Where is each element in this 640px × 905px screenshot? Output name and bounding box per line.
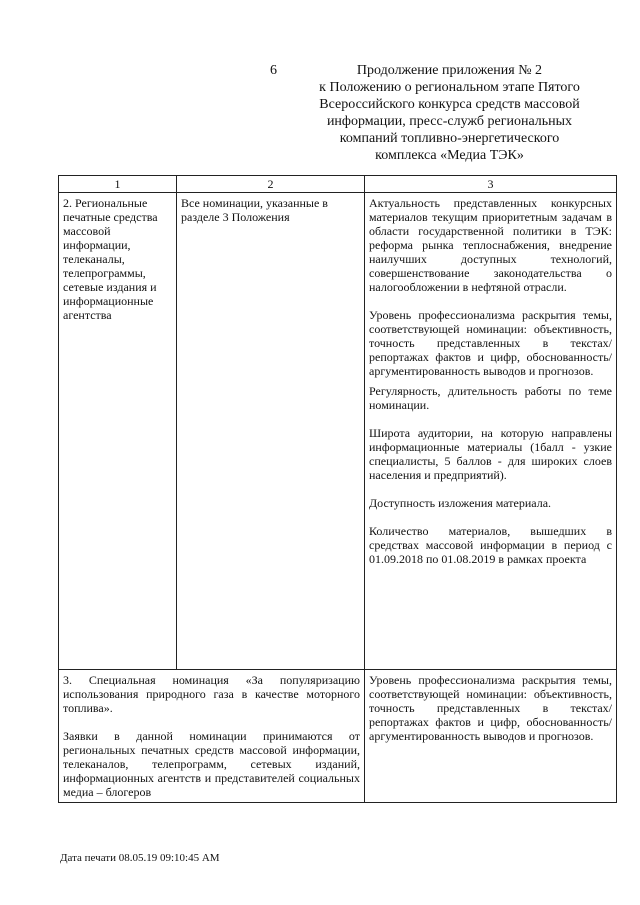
criteria-table bbox=[58, 175, 617, 803]
criterion-text: Доступность изложения материала. bbox=[369, 496, 552, 510]
table-header-cell: 3 bbox=[365, 176, 617, 193]
criterion-text: Актуальность представленных конкурсных материалов текущим приоритетным задачам в области государственной политики в ТЭК: реформа рынка теплоснабжения, внедрение наилучших доступных технологий, совершенствование законодательства о налогообложении в нефтяной отрасли. bbox=[369, 196, 612, 294]
special-nomination-text: Заявки в данной номинации принимаются от региональных печатных средств массовой информации, телеканалов, телепрограмм, сетевых изданий, информационных агентств и представителей социальных медиа – блогеров bbox=[63, 729, 360, 799]
criteria-cell bbox=[365, 193, 617, 670]
header-line-4: информации, пресс-служб региональных bbox=[326, 114, 573, 129]
page-number: 6 bbox=[270, 63, 277, 78]
criterion-text: Широта аудитории, на которую направлены информационные материалы (1балл - узкие специалисты, 5 баллов - для широких слоев населения и предприятий). bbox=[369, 426, 612, 482]
header-line-1: Продолжение приложения № 2 bbox=[356, 63, 543, 78]
criterion-text: Количество материалов, вышедших в средствах массовой информации в период с 01.09.2018 по 01.08.2019 в рамках проекта bbox=[369, 524, 612, 566]
criterion-text: Уровень профессионализма раскрытия темы, соответствующей номинации: объективность, точность представленных в текстах/репортажах фактов и цифр, обоснованность/аргументированность выводов и прогнозов. bbox=[369, 308, 612, 378]
table-header-cell: 1 bbox=[59, 176, 177, 193]
header-line-3: Всероссийского конкурса средств массовой bbox=[319, 97, 580, 112]
header-line-2: к Положению о региональном этапе Пятого bbox=[319, 80, 580, 95]
category-cell bbox=[59, 193, 177, 670]
header-line-5: компаний топливно-энергетического bbox=[339, 131, 560, 146]
special-nomination-title: 3. Специальная номинация «За популяризацию использования природного газа в качестве моторного топлива». bbox=[63, 673, 360, 715]
table-header-row bbox=[59, 176, 617, 193]
print-date: Дата печати 08.05.19 09:10:45 AM bbox=[60, 852, 220, 864]
header-line-6: комплекса «Медиа ТЭК» bbox=[375, 148, 524, 163]
criteria-cell bbox=[365, 670, 617, 803]
table-row bbox=[59, 670, 617, 803]
nominations-cell bbox=[177, 193, 365, 670]
category-text: 2. Региональные печатные средства массовой информации, телеканалы, телепрограммы, сетевые издания и информационные агентства bbox=[63, 196, 158, 322]
document-header bbox=[270, 62, 607, 164]
criterion-text: Регулярность, длительность работы по теме номинации. bbox=[369, 384, 612, 412]
table-header-cell: 2 bbox=[177, 176, 365, 193]
nominations-text: Все номинации, указанные в разделе 3 Положения bbox=[181, 196, 328, 224]
criterion-text: Уровень профессионализма раскрытия темы, соответствующей номинации: объективность, точность представленных в текстах/репортажах фактов и цифр, обоснованность/аргументированность выводов и прогнозов. bbox=[369, 673, 612, 743]
special-nomination-cell bbox=[59, 670, 365, 803]
table-row bbox=[59, 193, 617, 670]
